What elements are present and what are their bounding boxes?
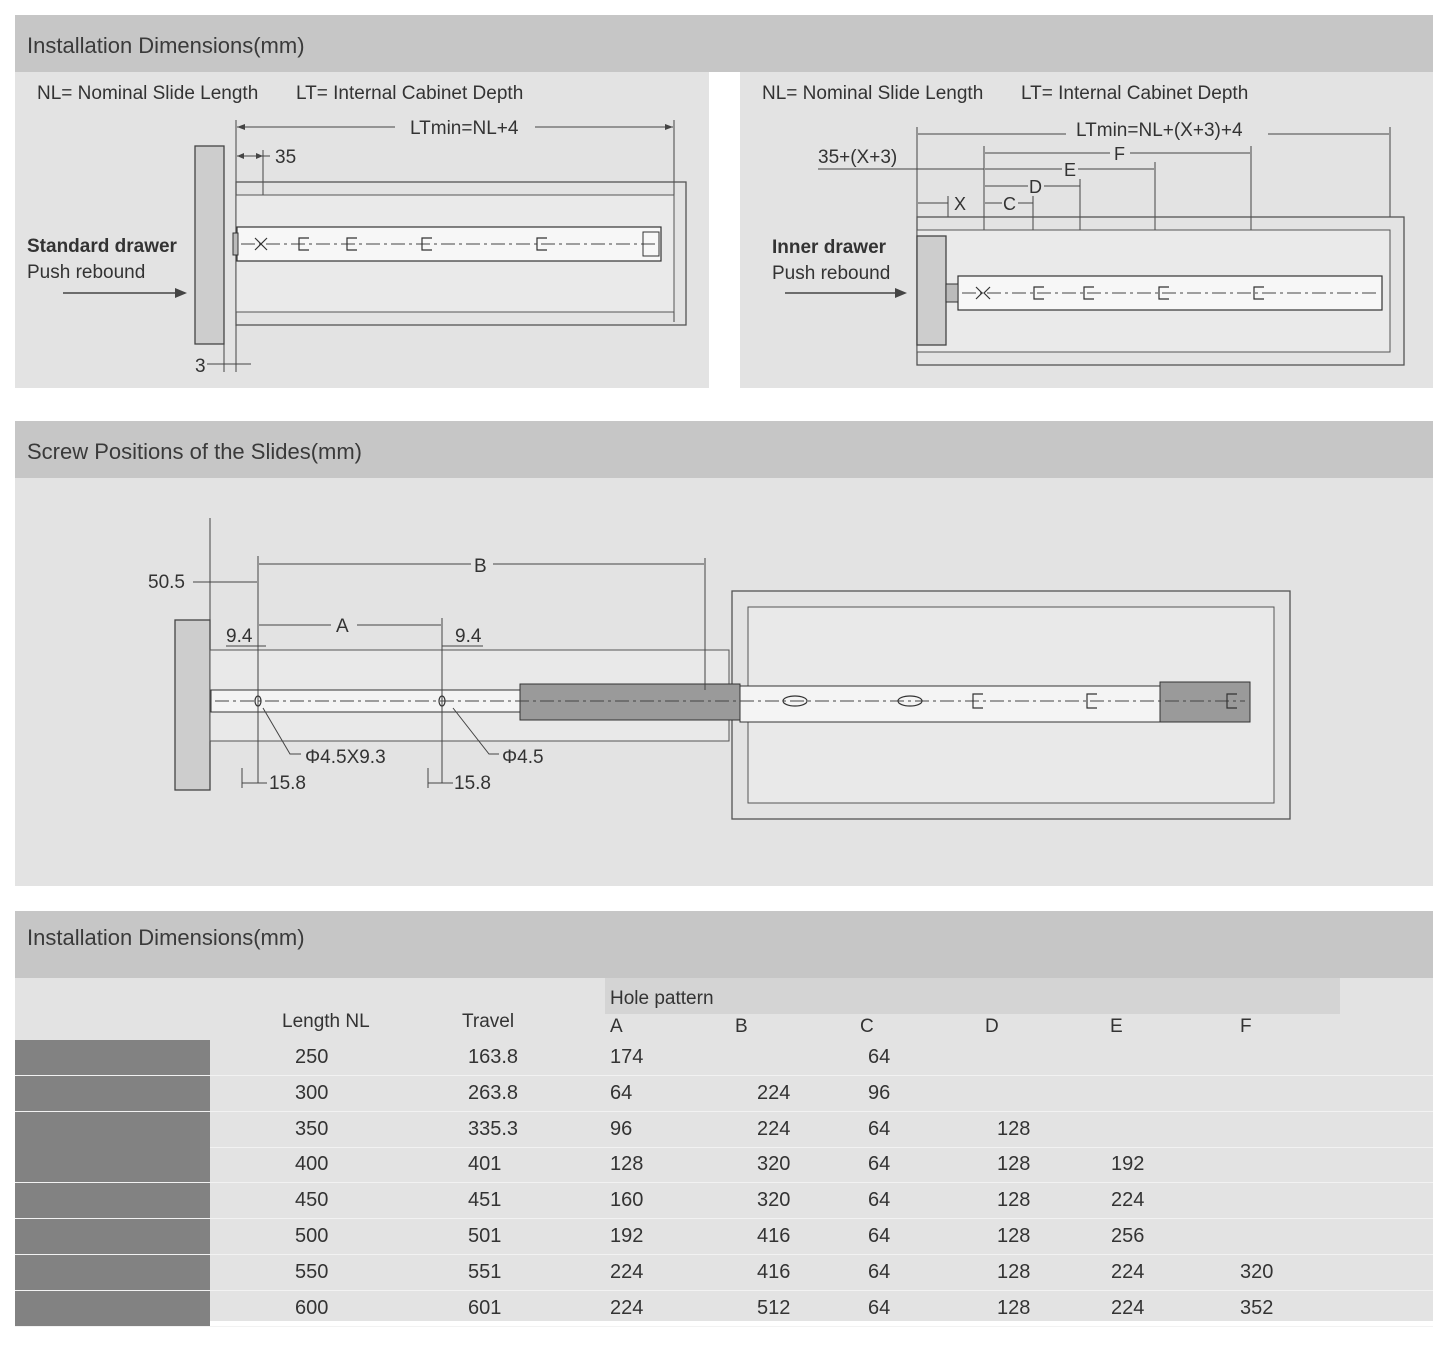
table-row — [15, 1147, 1433, 1183]
table-row — [15, 1183, 1433, 1219]
arrow-35-right — [256, 153, 263, 159]
table-cell-d: 128 — [997, 1296, 1031, 1319]
table-cell-nl: 550 — [295, 1260, 329, 1283]
offset-label: 35+(X+3) — [818, 147, 898, 168]
table-cell-a: 64 — [610, 1081, 633, 1104]
table-row — [15, 1219, 1433, 1255]
row-side-bar — [15, 1076, 210, 1111]
standard-drawer-subtitle: Push rebound — [27, 262, 146, 283]
col-length-header: Length NL — [282, 1011, 370, 1032]
lt-formula-standard: LTmin=NL+4 — [410, 118, 519, 139]
dim-15-8-right: 15.8 — [454, 773, 491, 794]
table-cell-d: 128 — [997, 1260, 1031, 1283]
col-travel-header: Travel — [462, 1011, 515, 1032]
table-row — [15, 1076, 1433, 1112]
row-side-bar — [15, 1147, 210, 1182]
table-cell-travel: 551 — [468, 1260, 502, 1283]
table-cell-b: 416 — [757, 1260, 791, 1283]
hole-slot-label: Φ4.5X9.3 — [305, 747, 386, 768]
arrow-right — [665, 124, 673, 130]
table-cell-nl: 600 — [295, 1296, 329, 1319]
lt-definition-inner: LT= Internal Cabinet Depth — [1021, 83, 1249, 104]
table-cell-travel: 163.8 — [468, 1046, 519, 1068]
hole-col-header: D — [985, 1016, 999, 1037]
table-cell-c: 64 — [868, 1225, 891, 1247]
table-cell-b: 224 — [757, 1081, 791, 1104]
table-cell-a: 224 — [610, 1296, 644, 1319]
hole-col-header: E — [1110, 1016, 1123, 1037]
row-side-bar — [15, 1255, 210, 1290]
table-cell-travel: 401 — [468, 1153, 502, 1176]
arrow-left — [237, 124, 245, 130]
screw-drawer-front — [175, 620, 210, 790]
table-cell-nl: 300 — [295, 1081, 329, 1104]
push-arrow-head — [175, 288, 187, 298]
standard-drawer-panel — [15, 72, 709, 388]
table-cell-a: 192 — [610, 1225, 644, 1247]
table-cell-b: 224 — [757, 1117, 791, 1140]
table-cell-travel: 601 — [468, 1296, 502, 1319]
table-cell-c: 64 — [868, 1260, 891, 1283]
table-cell-a: 224 — [610, 1260, 644, 1283]
table-cell-f: 320 — [1240, 1260, 1274, 1283]
screw-positions-title: Screw Positions of the Slides(mm) — [27, 439, 362, 464]
table-cell-nl: 350 — [295, 1117, 329, 1140]
lt-definition: LT= Internal Cabinet Depth — [296, 83, 524, 104]
dim-a-label: A — [336, 616, 349, 637]
dim-35-label: 35 — [275, 147, 297, 168]
screw-positions-diagram — [15, 478, 1433, 886]
inner-drawer-diagram — [740, 72, 1433, 388]
table-cell-c: 64 — [868, 1046, 891, 1068]
drawer-front — [195, 146, 224, 344]
table-cell-f: 352 — [1240, 1296, 1274, 1319]
slide-tip — [233, 233, 238, 255]
dimensions-table-panel — [15, 978, 1433, 1321]
hole-pattern-label: Hole pattern — [610, 988, 714, 1009]
table-cell-b: 320 — [757, 1153, 791, 1176]
inner-drawer-panel — [740, 72, 1433, 388]
dim-c-label: C — [1003, 194, 1016, 214]
table-cell-travel: 501 — [468, 1225, 502, 1247]
table-cell-travel: 451 — [468, 1189, 502, 1212]
inner-push-arrow-head — [895, 288, 907, 298]
table-cell-c: 64 — [868, 1296, 891, 1319]
table-cell-c: 64 — [868, 1117, 891, 1140]
table-cell-d: 128 — [997, 1117, 1031, 1140]
slide-middle-member — [520, 684, 740, 720]
table-title: Installation Dimensions(mm) — [27, 925, 305, 950]
table-cell-a: 160 — [610, 1189, 644, 1212]
table-cell-d: 128 — [997, 1225, 1031, 1247]
row-side-bar — [15, 1112, 210, 1147]
installation-header — [15, 15, 1433, 72]
table-cell-a: 174 — [610, 1046, 644, 1068]
dim-d-label: D — [1029, 177, 1042, 197]
row-side-bar — [15, 1183, 210, 1218]
dim-50-5-label: 50.5 — [148, 572, 185, 593]
inner-drawer-subtitle: Push rebound — [772, 263, 891, 284]
table-cell-c: 96 — [868, 1081, 891, 1104]
inner-drawer-title: Inner drawer — [772, 237, 887, 258]
installation-title: Installation Dimensions(mm) — [27, 33, 305, 58]
table-cell-travel: 335.3 — [468, 1117, 519, 1140]
hole-col-header: C — [860, 1016, 874, 1037]
dim-3-label: 3 — [195, 356, 206, 377]
row-side-bar — [15, 1291, 210, 1326]
table-cell-nl: 500 — [295, 1225, 329, 1247]
hole-pattern-header-bg — [605, 978, 1340, 1014]
table-header — [15, 911, 1433, 978]
nl-definition-inner: NL= Nominal Slide Length — [762, 83, 984, 104]
inner-drawer-front — [917, 236, 946, 345]
table-cell-b: 416 — [757, 1225, 791, 1247]
table-cell-travel: 263.8 — [468, 1081, 519, 1104]
nl-definition: NL= Nominal Slide Length — [37, 83, 259, 104]
standard-drawer-title: Standard drawer — [27, 236, 177, 257]
arrow-35-left — [237, 153, 244, 159]
hole-round-label: Φ4.5 — [502, 747, 544, 768]
table-row — [15, 1291, 1433, 1327]
table-cell-e: 256 — [1111, 1225, 1145, 1247]
table-row — [15, 1112, 1433, 1148]
table-cell-e: 224 — [1111, 1260, 1145, 1283]
dim-9-4-left: 9.4 — [226, 626, 253, 647]
table-cell-c: 64 — [868, 1153, 891, 1176]
dim-15-8-left: 15.8 — [269, 773, 306, 794]
dim-x-label: X — [954, 194, 967, 214]
table-row — [15, 1255, 1433, 1291]
table-cell-b: 320 — [757, 1189, 791, 1212]
dim-b-label: B — [474, 556, 487, 577]
table-cell-nl: 400 — [295, 1153, 329, 1176]
table-cell-nl: 250 — [295, 1046, 329, 1068]
dim-e-label: E — [1064, 160, 1077, 180]
table-cell-b: 512 — [757, 1296, 791, 1319]
table-cell-c: 64 — [868, 1189, 891, 1212]
dim-f-label: F — [1114, 144, 1125, 164]
standard-drawer-diagram — [15, 72, 709, 388]
row-side-bar — [15, 1040, 210, 1075]
table-cell-d: 128 — [997, 1189, 1031, 1212]
hole-col-header: A — [610, 1016, 623, 1037]
inner-slide-tip — [946, 284, 958, 302]
table-cell-nl: 450 — [295, 1189, 329, 1212]
screw-positions-header — [15, 421, 1433, 478]
table-row — [15, 1040, 1433, 1076]
screw-positions-panel — [15, 478, 1433, 886]
hole-col-header: F — [1240, 1016, 1252, 1037]
dim-9-4-right: 9.4 — [455, 626, 482, 647]
slide-mechanism — [1160, 682, 1250, 722]
table-cell-d: 128 — [997, 1153, 1031, 1176]
row-side-bar — [15, 1219, 210, 1254]
lt-formula-inner: LTmin=NL+(X+3)+4 — [1076, 120, 1243, 141]
table-cell-a: 96 — [610, 1117, 633, 1140]
hole-col-header: B — [735, 1016, 748, 1037]
table-cell-e: 224 — [1111, 1189, 1145, 1212]
table-cell-a: 128 — [610, 1153, 644, 1176]
table-cell-e: 192 — [1111, 1153, 1145, 1176]
table-cell-e: 224 — [1111, 1296, 1145, 1319]
